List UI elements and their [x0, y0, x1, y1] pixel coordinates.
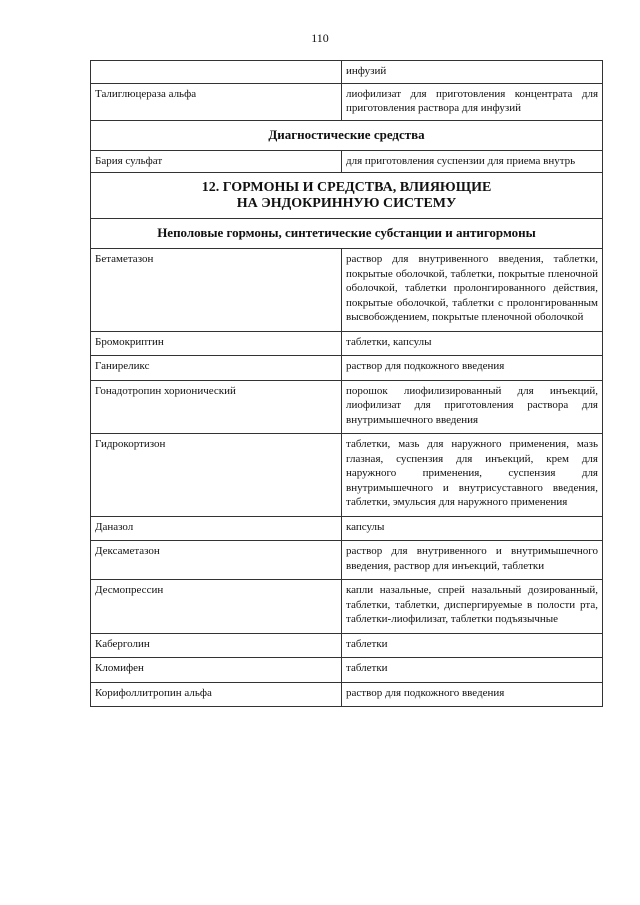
- drug-table: [90, 60, 603, 707]
- table-row: [91, 658, 603, 683]
- section-title: Диагностические средства: [91, 120, 603, 150]
- drug-name-cell: Бария сульфат: [91, 150, 342, 173]
- drug-form-cell: таблетки: [342, 633, 603, 658]
- chapter-heading: [91, 173, 603, 219]
- table-row: [91, 356, 603, 381]
- table-row: [91, 633, 603, 658]
- drug-form-cell: раствор для подкожного введения: [342, 682, 603, 707]
- drug-name-cell: Десмопрессин: [91, 580, 342, 634]
- table-row: [91, 150, 603, 173]
- section-row: [91, 120, 603, 150]
- table-row: [91, 83, 603, 120]
- drug-name-cell: Корифоллитропин альфа: [91, 682, 342, 707]
- drug-form-cell: капли назальные, спрей назальный дозированный, таблетки, таблетки, диспергируемые в полости рта, таблетки-лиофилизат, таблетки подъязычные: [342, 580, 603, 634]
- drug-name-cell: Ганиреликс: [91, 356, 342, 381]
- drug-name-cell: [91, 61, 342, 84]
- drug-name-cell: Кломифен: [91, 658, 342, 683]
- drug-name-cell: Даназол: [91, 516, 342, 541]
- drug-name-cell: Бетаметазон: [91, 249, 342, 332]
- table-row: [91, 249, 603, 332]
- drug-name-cell: Талиглюцераза альфа: [91, 83, 342, 120]
- drug-form-cell: раствор для внутривенного и внутримышечного введения, раствор для инъекций, таблетки: [342, 541, 603, 580]
- table-row: [91, 580, 603, 634]
- section-row: [91, 219, 603, 249]
- drug-name-cell: Бромокриптин: [91, 331, 342, 356]
- drug-form-cell: таблетки: [342, 658, 603, 683]
- drug-form-cell: инфузий: [342, 61, 603, 84]
- drug-form-cell: лиофилизат для приготовления концентрата для приготовления раствора для инфузий: [342, 83, 603, 120]
- drug-form-cell: таблетки, капсулы: [342, 331, 603, 356]
- table-row: [91, 331, 603, 356]
- drug-name-cell: Каберголин: [91, 633, 342, 658]
- table-row: [91, 61, 603, 84]
- drug-form-cell: раствор для внутривенного введения, таблетки, покрытые оболочкой, таблетки, покрытые пленочной оболочкой, таблетки пролонгированного действия, покрытые оболочкой, таблетки с пролонгированным высвобождением, покрытые пленочной оболочкой: [342, 249, 603, 332]
- table-row: [91, 516, 603, 541]
- section-title: Неполовые гормоны, синтетические субстанции и антигормоны: [91, 219, 603, 249]
- table-row: [91, 434, 603, 517]
- drug-form-cell: раствор для подкожного введения: [342, 356, 603, 381]
- drug-name-cell: Гидрокортизон: [91, 434, 342, 517]
- chapter-heading-line-1: 12. ГОРМОНЫ И СРЕДСТВА, ВЛИЯЮЩИЕ: [201, 180, 492, 195]
- drug-form-cell: порошок лиофилизированный для инъекций, лиофилизат для приготовления раствора для внутримышечного введения: [342, 380, 603, 434]
- drug-form-cell: для приготовления суспензии для приема внутрь: [342, 150, 603, 173]
- drug-form-cell: таблетки, мазь для наружного применения, мазь глазная, суспензия для инъекций, крем для наружного применения, суспензия для внутримышечного и внутрисуставного введения, таблетки, эмульсия для наружного применения: [342, 434, 603, 517]
- drug-form-cell: капсулы: [342, 516, 603, 541]
- page-number: 110: [311, 31, 329, 45]
- chapter-heading-row: [91, 173, 603, 219]
- drug-name-cell: Гонадотропин хорионический: [91, 380, 342, 434]
- drug-name-cell: Дексаметазон: [91, 541, 342, 580]
- table-row: [91, 682, 603, 707]
- table-row: [91, 541, 603, 580]
- table-row: [91, 380, 603, 434]
- chapter-heading-line-2: НА ЭНДОКРИННУЮ СИСТЕМУ: [236, 196, 457, 211]
